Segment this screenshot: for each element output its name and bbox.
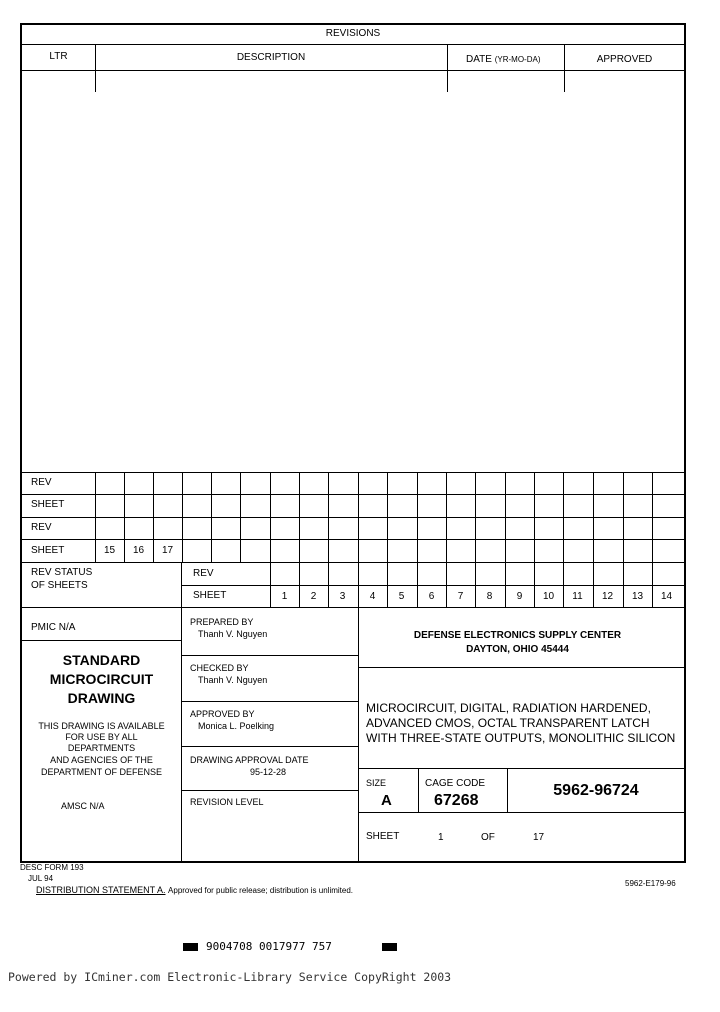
checked-by-name: Thanh V. Nguyen	[198, 675, 268, 685]
description-line-3: WITH THREE-STATE OUTPUTS, MONOLITHIC SILICON	[366, 731, 676, 745]
status-sheet-7: 7	[457, 591, 464, 602]
header-approved: APPROVED	[596, 54, 653, 65]
form-date: JUL 94	[28, 874, 54, 883]
status-sheet-6: 6	[428, 591, 435, 602]
status-sheet-2: 2	[310, 591, 317, 602]
grid-sheet-17: 17	[161, 545, 174, 556]
title-line-1: STANDARD	[62, 652, 141, 668]
checked-by-label: CHECKED BY	[190, 663, 249, 673]
grid-sheet-15: 15	[103, 545, 116, 556]
agency-name: DEFENSE ELECTRONICS SUPPLY CENTER	[413, 630, 622, 641]
agency-address: DAYTON, OHIO 45444	[466, 644, 569, 655]
status-sheet-11: 11	[572, 591, 583, 602]
frame-bottom	[20, 861, 686, 863]
status-sheet-14: 14	[660, 591, 673, 602]
barcode-text: 9004708 0017977 757	[206, 940, 332, 953]
rev-status-label: REV STATUS	[31, 567, 93, 578]
distribution-statement	[36, 886, 353, 895]
header-ltr: LTR	[49, 51, 68, 62]
size-value: A	[381, 792, 392, 809]
distribution-text: Approved for public release; distribution is unlimited.	[168, 886, 354, 895]
status-sheet-3: 3	[339, 591, 346, 602]
prepared-by-name: Thanh V. Nguyen	[198, 629, 268, 639]
status-sheet-1: 1	[281, 591, 288, 602]
document-code: 5962-E179-96	[625, 879, 676, 888]
status-rev-label: REV	[193, 568, 214, 579]
approval-date-label: DRAWING APPROVAL DATE	[190, 755, 309, 765]
status-sheet-12: 12	[601, 591, 614, 602]
approved-by-label: APPROVED BY	[190, 709, 255, 719]
header-description: DESCRIPTION	[236, 52, 306, 63]
grid-sheet-16: 16	[132, 545, 145, 556]
size-label: SIZE	[366, 778, 387, 788]
grid-label-rev-2: REV	[31, 522, 52, 533]
pmic-label: PMIC N/A	[31, 622, 76, 633]
title-line-2: MICROCIRCUIT	[49, 671, 154, 687]
grid-label-sheet-1: SHEET	[31, 499, 65, 510]
approved-by-name: Monica L. Poelking	[198, 721, 275, 731]
sheet-number: 1	[438, 832, 444, 843]
powered-by-footer: Powered by ICminer.com Electronic-Library Service CopyRight 2003	[8, 970, 452, 984]
status-sheet-8: 8	[486, 591, 493, 602]
status-sheet-9: 9	[516, 591, 523, 602]
revision-level-label: REVISION LEVEL	[190, 797, 264, 807]
sheet-label: SHEET	[366, 831, 400, 842]
grid-label-rev-1: REV	[31, 477, 52, 488]
of-sheets-label: OF SHEETS	[31, 580, 88, 591]
frame-top	[20, 23, 686, 25]
status-sheet-5: 5	[398, 591, 405, 602]
status-sheet-label: SHEET	[193, 590, 227, 601]
distribution-label: DISTRIBUTION STATEMENT A.	[36, 885, 166, 895]
availability-line-1: THIS DRAWING IS AVAILABLE	[38, 721, 165, 731]
prepared-by-label: PREPARED BY	[190, 617, 254, 627]
availability-line-2: FOR USE BY ALL	[65, 732, 138, 742]
revisions-title: REVISIONS	[325, 28, 381, 39]
status-sheet-13: 13	[631, 591, 644, 602]
of-label: OF	[481, 832, 495, 843]
frame-right	[684, 23, 686, 863]
availability-line-5: DEPARTMENT OF DEFENSE	[40, 767, 163, 777]
description-line-1: MICROCIRCUIT, DIGITAL, RADIATION HARDENED,	[366, 701, 651, 715]
title-line-3: DRAWING	[67, 690, 136, 706]
status-sheet-4: 4	[369, 591, 376, 602]
status-sheet-10: 10	[542, 591, 555, 602]
barcode-mark-right	[382, 943, 397, 951]
form-number: DESC FORM 193	[20, 863, 84, 872]
cage-code-value: 67268	[434, 792, 479, 809]
cage-code-label: CAGE CODE	[425, 778, 486, 789]
description-line-2: ADVANCED CMOS, OCTAL TRANSPARENT LATCH	[366, 716, 650, 730]
total-sheets: 17	[533, 832, 545, 843]
header-date: DATE (YR-MO-DA)	[466, 54, 541, 65]
grid-label-sheet-2: SHEET	[31, 545, 65, 556]
amsc-label: AMSC N/A	[61, 801, 105, 811]
approval-date: 95-12-28	[250, 767, 287, 777]
availability-line-4: AND AGENCIES OF THE	[50, 755, 153, 765]
barcode-mark-left	[183, 943, 198, 951]
drawing-number: 5962-96724	[553, 782, 639, 799]
availability-line-3: DEPARTMENTS	[67, 743, 136, 753]
